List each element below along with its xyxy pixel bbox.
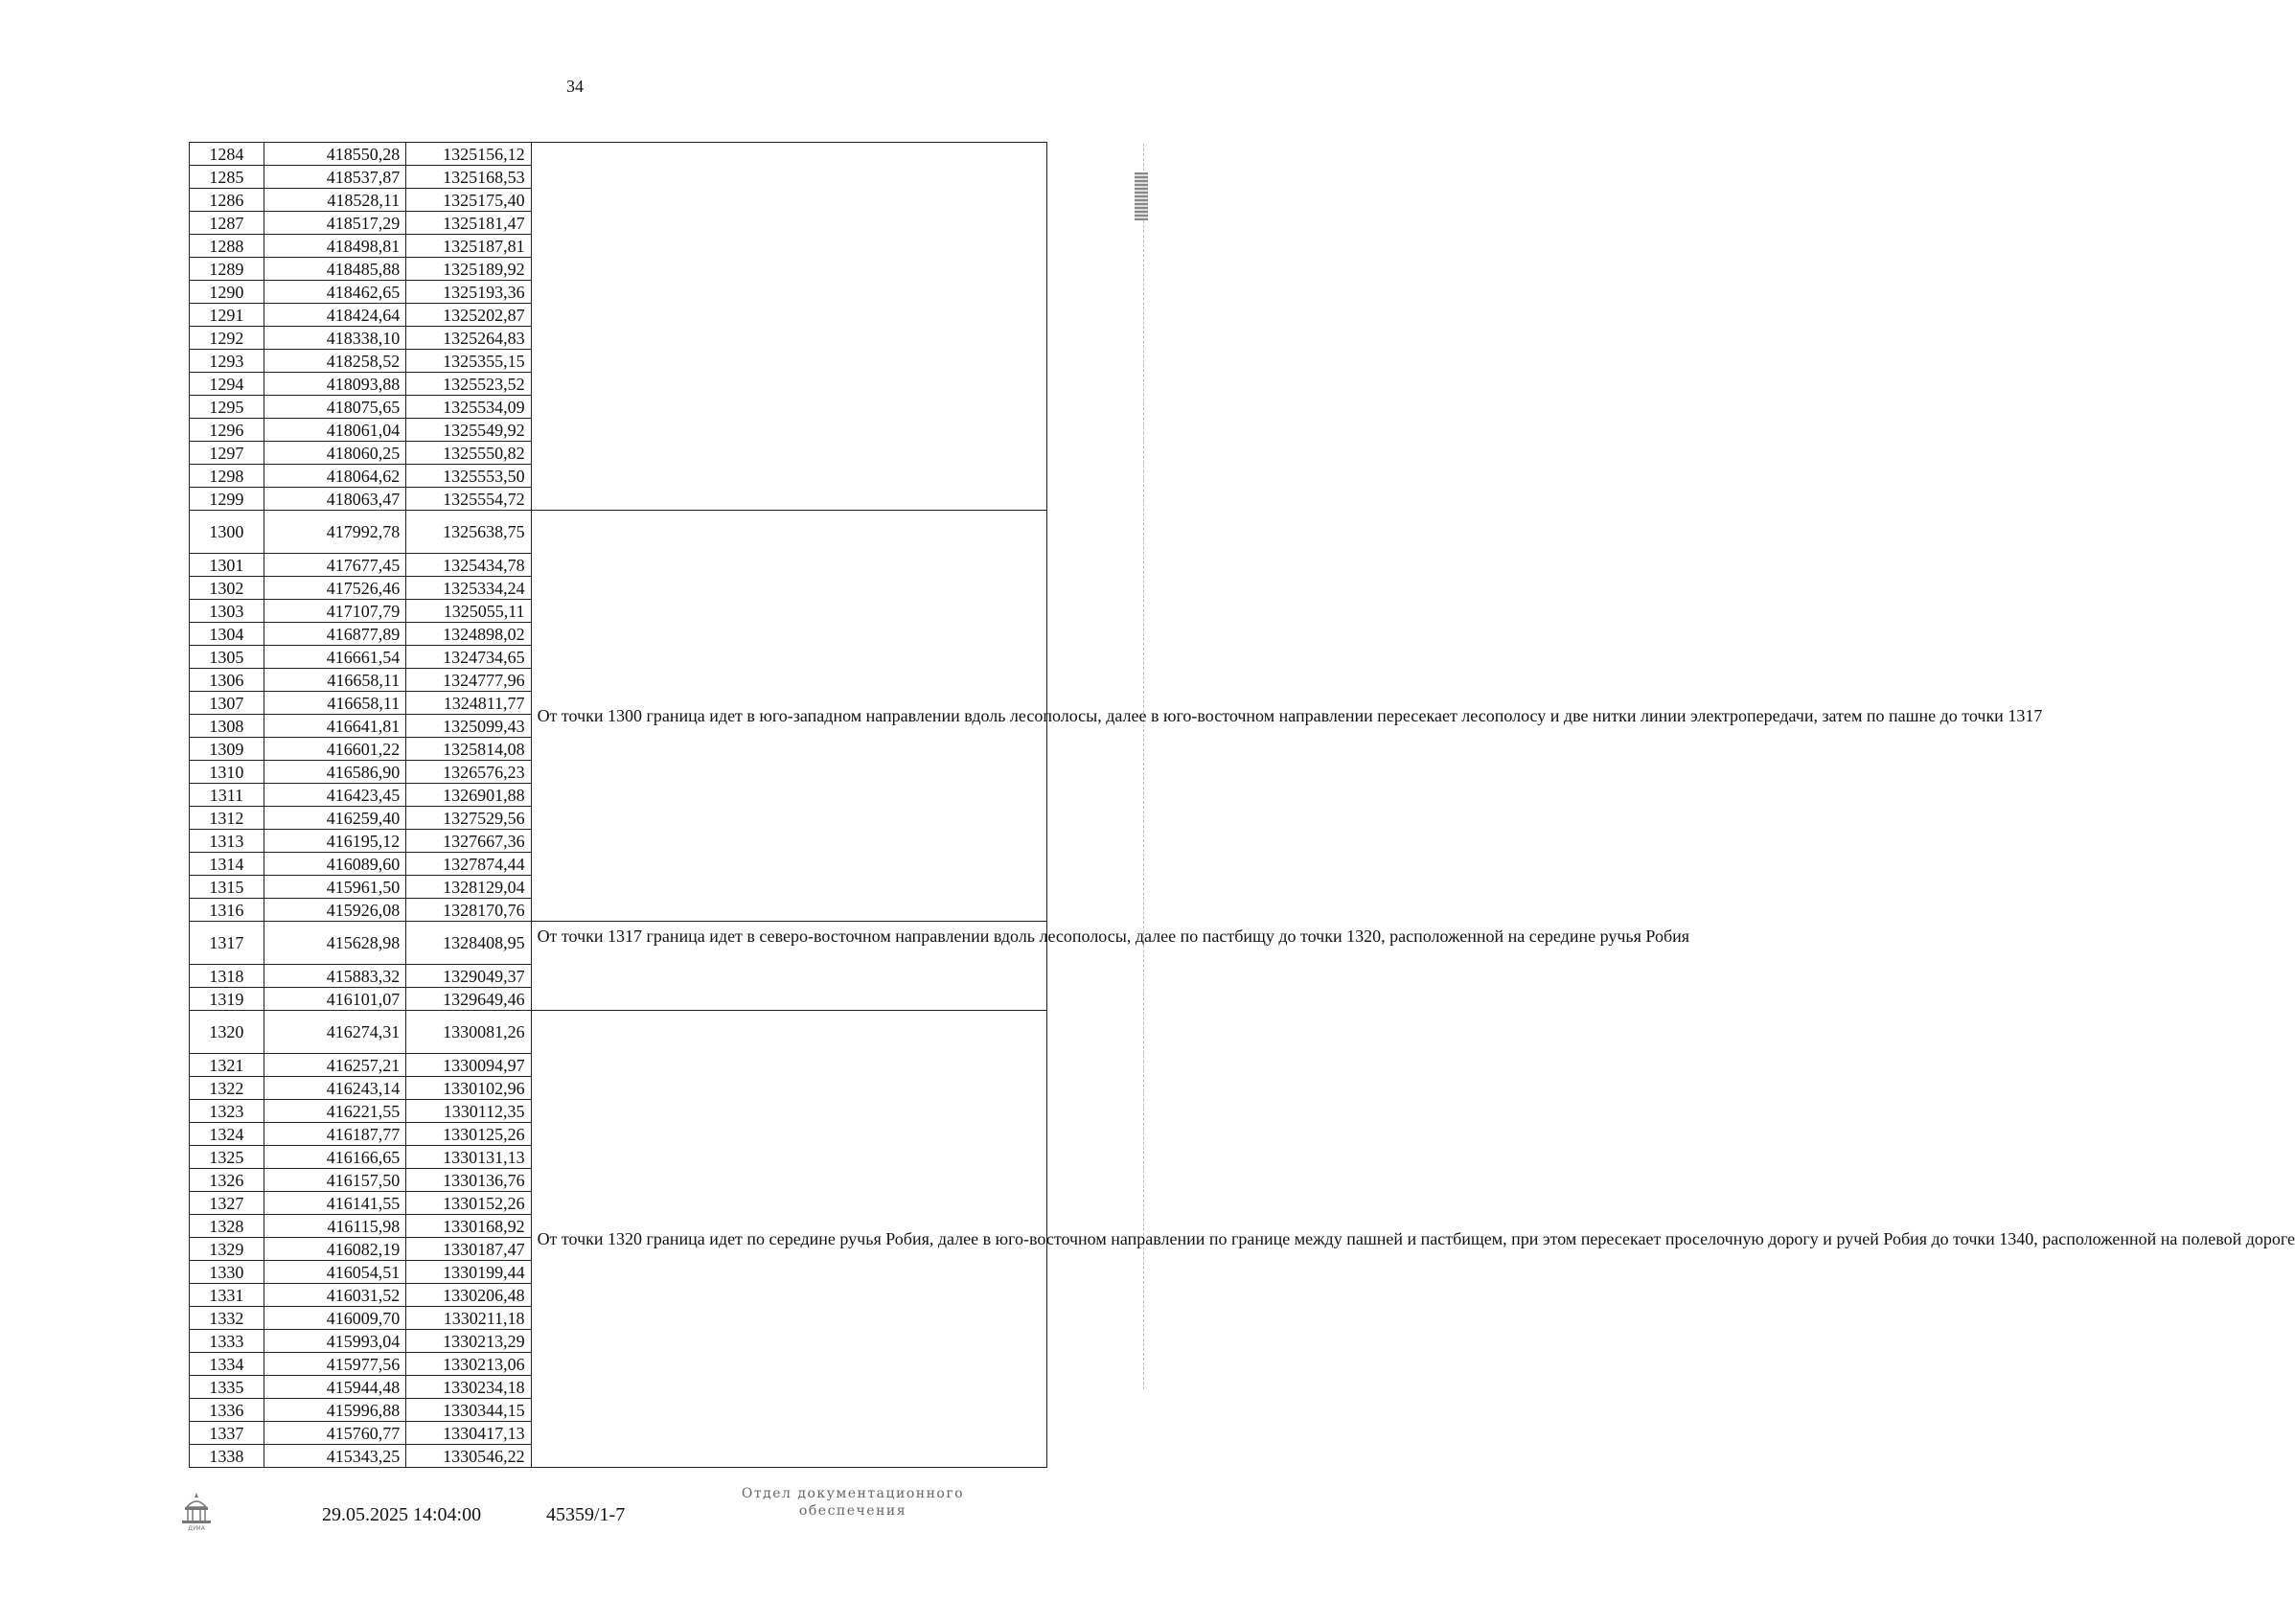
y-coordinate-cell: 1330206,48 bbox=[406, 1284, 531, 1307]
point-number-cell: 1285 bbox=[190, 166, 264, 189]
y-coordinate-cell: 1325193,36 bbox=[406, 281, 531, 304]
point-number-cell: 1320 bbox=[190, 1011, 264, 1054]
x-coordinate-cell: 415926,08 bbox=[264, 899, 405, 922]
footer-doc-number: 45359/1-7 bbox=[546, 1504, 626, 1525]
point-number-cell: 1292 bbox=[190, 327, 264, 350]
x-coordinate-cell: 416658,11 bbox=[264, 669, 405, 692]
point-number-cell: 1327 bbox=[190, 1192, 264, 1215]
y-coordinate-cell: 1327667,36 bbox=[406, 830, 531, 853]
point-number-cell: 1331 bbox=[190, 1284, 264, 1307]
x-coordinate-cell: 416877,89 bbox=[264, 623, 405, 646]
point-number-cell: 1315 bbox=[190, 876, 264, 899]
point-number-cell: 1332 bbox=[190, 1307, 264, 1330]
y-coordinate-cell: 1324898,02 bbox=[406, 623, 531, 646]
point-number-cell: 1333 bbox=[190, 1330, 264, 1353]
x-coordinate-cell: 415883,32 bbox=[264, 965, 405, 988]
y-coordinate-cell: 1325187,81 bbox=[406, 235, 531, 258]
x-coordinate-cell: 416115,98 bbox=[264, 1215, 405, 1238]
x-coordinate-cell: 416195,12 bbox=[264, 830, 405, 853]
x-coordinate-cell: 415993,04 bbox=[264, 1330, 405, 1353]
x-coordinate-cell: 416586,90 bbox=[264, 761, 405, 784]
x-coordinate-cell: 415944,48 bbox=[264, 1376, 405, 1399]
point-number-cell: 1298 bbox=[190, 465, 264, 488]
point-number-cell: 1318 bbox=[190, 965, 264, 988]
y-coordinate-cell: 1325434,78 bbox=[406, 554, 531, 577]
point-number-cell: 1336 bbox=[190, 1399, 264, 1422]
x-coordinate-cell: 418093,88 bbox=[264, 373, 405, 396]
x-coordinate-cell: 418064,62 bbox=[264, 465, 405, 488]
point-number-cell: 1308 bbox=[190, 715, 264, 738]
point-number-cell: 1294 bbox=[190, 373, 264, 396]
x-coordinate-cell: 417526,46 bbox=[264, 577, 405, 600]
y-coordinate-cell: 1325549,92 bbox=[406, 419, 531, 442]
point-number-cell: 1309 bbox=[190, 738, 264, 761]
point-number-cell: 1329 bbox=[190, 1238, 264, 1261]
x-coordinate-cell: 416243,14 bbox=[264, 1077, 405, 1100]
x-coordinate-cell: 416641,81 bbox=[264, 715, 405, 738]
y-coordinate-cell: 1325202,87 bbox=[406, 304, 531, 327]
point-number-cell: 1337 bbox=[190, 1422, 264, 1445]
y-coordinate-cell: 1330102,96 bbox=[406, 1077, 531, 1100]
y-coordinate-cell: 1325334,24 bbox=[406, 577, 531, 600]
point-number-cell: 1305 bbox=[190, 646, 264, 669]
point-number-cell: 1311 bbox=[190, 784, 264, 807]
x-coordinate-cell: 417107,79 bbox=[264, 600, 405, 623]
point-number-cell: 1325 bbox=[190, 1146, 264, 1169]
y-coordinate-cell: 1325814,08 bbox=[406, 738, 531, 761]
department-stamp bbox=[709, 1485, 997, 1520]
y-coordinate-cell: 1330094,97 bbox=[406, 1054, 531, 1077]
x-coordinate-cell: 416257,21 bbox=[264, 1054, 405, 1077]
y-coordinate-cell: 1327529,56 bbox=[406, 807, 531, 830]
y-coordinate-cell: 1325181,47 bbox=[406, 212, 531, 235]
y-coordinate-cell: 1330234,18 bbox=[406, 1376, 531, 1399]
x-coordinate-cell: 418063,47 bbox=[264, 488, 405, 511]
x-coordinate-cell: 416661,54 bbox=[264, 646, 405, 669]
x-coordinate-cell: 418338,10 bbox=[264, 327, 405, 350]
y-coordinate-cell: 1330112,35 bbox=[406, 1100, 531, 1123]
x-coordinate-cell: 416274,31 bbox=[264, 1011, 405, 1054]
x-coordinate-cell: 416187,77 bbox=[264, 1123, 405, 1146]
x-coordinate-cell: 418424,64 bbox=[264, 304, 405, 327]
x-coordinate-cell: 418550,28 bbox=[264, 143, 405, 166]
x-coordinate-cell: 418528,11 bbox=[264, 189, 405, 212]
x-coordinate-cell: 418485,88 bbox=[264, 258, 405, 281]
point-number-cell: 1330 bbox=[190, 1261, 264, 1284]
y-coordinate-cell: 1330213,06 bbox=[406, 1353, 531, 1376]
point-number-cell: 1310 bbox=[190, 761, 264, 784]
stamp-line-2: обеспечения bbox=[798, 1503, 907, 1519]
x-coordinate-cell: 418517,29 bbox=[264, 212, 405, 235]
y-coordinate-cell: 1325156,12 bbox=[406, 143, 531, 166]
point-number-cell: 1297 bbox=[190, 442, 264, 465]
point-number-cell: 1306 bbox=[190, 669, 264, 692]
point-number-cell: 1316 bbox=[190, 899, 264, 922]
point-number-cell: 1286 bbox=[190, 189, 264, 212]
logo-text: ДУМА bbox=[188, 1525, 205, 1532]
footer-date: 29.05.2025 14:04:00 bbox=[322, 1504, 482, 1525]
y-coordinate-cell: 1325638,75 bbox=[406, 511, 531, 554]
point-number-cell: 1317 bbox=[190, 922, 264, 965]
point-number-cell: 1321 bbox=[190, 1054, 264, 1077]
x-coordinate-cell: 416009,70 bbox=[264, 1307, 405, 1330]
y-coordinate-cell: 1330131,13 bbox=[406, 1146, 531, 1169]
point-number-cell: 1322 bbox=[190, 1077, 264, 1100]
x-coordinate-cell: 416101,07 bbox=[264, 988, 405, 1011]
y-coordinate-cell: 1330213,29 bbox=[406, 1330, 531, 1353]
y-coordinate-cell: 1330152,26 bbox=[406, 1192, 531, 1215]
y-coordinate-cell: 1326901,88 bbox=[406, 784, 531, 807]
y-coordinate-cell: 1330417,13 bbox=[406, 1422, 531, 1445]
table-row bbox=[190, 922, 1047, 965]
y-coordinate-cell: 1325553,50 bbox=[406, 465, 531, 488]
point-number-cell: 1284 bbox=[190, 143, 264, 166]
table-row bbox=[190, 143, 1047, 166]
x-coordinate-cell: 418258,52 bbox=[264, 350, 405, 373]
x-coordinate-cell: 415760,77 bbox=[264, 1422, 405, 1445]
x-coordinate-cell: 416221,55 bbox=[264, 1100, 405, 1123]
table-row bbox=[190, 1011, 1047, 1054]
point-number-cell: 1295 bbox=[190, 396, 264, 419]
point-number-cell: 1302 bbox=[190, 577, 264, 600]
y-coordinate-cell: 1330187,47 bbox=[406, 1238, 531, 1261]
y-coordinate-cell: 1327874,44 bbox=[406, 853, 531, 876]
x-coordinate-cell: 416423,45 bbox=[264, 784, 405, 807]
y-coordinate-cell: 1330136,76 bbox=[406, 1169, 531, 1192]
y-coordinate-cell: 1325189,92 bbox=[406, 258, 531, 281]
x-coordinate-cell: 416082,19 bbox=[264, 1238, 405, 1261]
x-coordinate-cell: 416658,11 bbox=[264, 692, 405, 715]
scan-edge-mark bbox=[1134, 144, 1144, 1389]
point-number-cell: 1300 bbox=[190, 511, 264, 554]
coordinates-table bbox=[189, 142, 2295, 1468]
point-number-cell: 1313 bbox=[190, 830, 264, 853]
x-coordinate-cell: 417677,45 bbox=[264, 554, 405, 577]
x-coordinate-cell: 418060,25 bbox=[264, 442, 405, 465]
point-number-cell: 1326 bbox=[190, 1169, 264, 1192]
point-number-cell: 1335 bbox=[190, 1376, 264, 1399]
x-coordinate-cell: 418498,81 bbox=[264, 235, 405, 258]
y-coordinate-cell: 1328408,95 bbox=[406, 922, 531, 965]
y-coordinate-cell: 1330211,18 bbox=[406, 1307, 531, 1330]
x-coordinate-cell: 416259,40 bbox=[264, 807, 405, 830]
y-coordinate-cell: 1329049,37 bbox=[406, 965, 531, 988]
x-coordinate-cell: 418462,65 bbox=[264, 281, 405, 304]
y-coordinate-cell: 1324734,65 bbox=[406, 646, 531, 669]
point-number-cell: 1289 bbox=[190, 258, 264, 281]
point-number-cell: 1287 bbox=[190, 212, 264, 235]
y-coordinate-cell: 1330344,15 bbox=[406, 1399, 531, 1422]
y-coordinate-cell: 1325168,53 bbox=[406, 166, 531, 189]
y-coordinate-cell: 1325534,09 bbox=[406, 396, 531, 419]
y-coordinate-cell: 1330125,26 bbox=[406, 1123, 531, 1146]
x-coordinate-cell: 415996,88 bbox=[264, 1399, 405, 1422]
x-coordinate-cell: 415961,50 bbox=[264, 876, 405, 899]
x-coordinate-cell: 418061,04 bbox=[264, 419, 405, 442]
y-coordinate-cell: 1324777,96 bbox=[406, 669, 531, 692]
point-number-cell: 1288 bbox=[190, 235, 264, 258]
scan-binding-mark bbox=[1135, 172, 1148, 220]
table-row bbox=[190, 511, 1047, 554]
boundary-description-cell: От точки 1300 граница идет в юго-западном направлении вдоль лесополосы, далее в юго-восточном направлении пересекает лесополосу и две нитки линии электропередачи, затем по пашне до точки 1317 bbox=[531, 511, 1046, 922]
point-number-cell: 1293 bbox=[190, 350, 264, 373]
point-number-cell: 1338 bbox=[190, 1445, 264, 1468]
y-coordinate-cell: 1328129,04 bbox=[406, 876, 531, 899]
x-coordinate-cell: 415628,98 bbox=[264, 922, 405, 965]
x-coordinate-cell: 416141,55 bbox=[264, 1192, 405, 1215]
point-number-cell: 1291 bbox=[190, 304, 264, 327]
point-number-cell: 1301 bbox=[190, 554, 264, 577]
point-number-cell: 1328 bbox=[190, 1215, 264, 1238]
point-number-cell: 1334 bbox=[190, 1353, 264, 1376]
boundary-description-cell bbox=[531, 143, 1046, 511]
point-number-cell: 1304 bbox=[190, 623, 264, 646]
x-coordinate-cell: 418537,87 bbox=[264, 166, 405, 189]
x-coordinate-cell: 416166,65 bbox=[264, 1146, 405, 1169]
point-number-cell: 1303 bbox=[190, 600, 264, 623]
point-number-cell: 1307 bbox=[190, 692, 264, 715]
page-number: 34 bbox=[566, 77, 584, 96]
x-coordinate-cell: 416089,60 bbox=[264, 853, 405, 876]
y-coordinate-cell: 1330199,44 bbox=[406, 1261, 531, 1284]
point-number-cell: 1296 bbox=[190, 419, 264, 442]
y-coordinate-cell: 1325055,11 bbox=[406, 600, 531, 623]
y-coordinate-cell: 1330081,26 bbox=[406, 1011, 531, 1054]
x-coordinate-cell: 415343,25 bbox=[264, 1445, 405, 1468]
y-coordinate-cell: 1325523,52 bbox=[406, 373, 531, 396]
x-coordinate-cell: 415977,56 bbox=[264, 1353, 405, 1376]
x-coordinate-cell: 418075,65 bbox=[264, 396, 405, 419]
point-number-cell: 1299 bbox=[190, 488, 264, 511]
y-coordinate-cell: 1325550,82 bbox=[406, 442, 531, 465]
x-coordinate-cell: 416601,22 bbox=[264, 738, 405, 761]
point-number-cell: 1290 bbox=[190, 281, 264, 304]
point-number-cell: 1314 bbox=[190, 853, 264, 876]
x-coordinate-cell: 416157,50 bbox=[264, 1169, 405, 1192]
y-coordinate-cell: 1325554,72 bbox=[406, 488, 531, 511]
boundary-description-cell: От точки 1320 граница идет по середине ручья Робия, далее в юго-восточном направлении по границе между пашней и пастбищем, при этом пересекает проселочную дорогу и ручей Робия до точки 1340, расположенной на полевой дороге bbox=[531, 1011, 1046, 1468]
x-coordinate-cell: 416054,51 bbox=[264, 1261, 405, 1284]
y-coordinate-cell: 1325099,43 bbox=[406, 715, 531, 738]
y-coordinate-cell: 1324811,77 bbox=[406, 692, 531, 715]
y-coordinate-cell: 1325355,15 bbox=[406, 350, 531, 373]
y-coordinate-cell: 1330546,22 bbox=[406, 1445, 531, 1468]
point-number-cell: 1319 bbox=[190, 988, 264, 1011]
y-coordinate-cell: 1325264,83 bbox=[406, 327, 531, 350]
point-number-cell: 1312 bbox=[190, 807, 264, 830]
y-coordinate-cell: 1326576,23 bbox=[406, 761, 531, 784]
point-number-cell: 1324 bbox=[190, 1123, 264, 1146]
y-coordinate-cell: 1325175,40 bbox=[406, 189, 531, 212]
x-coordinate-cell: 416031,52 bbox=[264, 1284, 405, 1307]
y-coordinate-cell: 1328170,76 bbox=[406, 899, 531, 922]
x-coordinate-cell: 417992,78 bbox=[264, 511, 405, 554]
point-number-cell: 1323 bbox=[190, 1100, 264, 1123]
duma-logo-icon bbox=[177, 1490, 216, 1532]
y-coordinate-cell: 1330168,92 bbox=[406, 1215, 531, 1238]
y-coordinate-cell: 1329649,46 bbox=[406, 988, 531, 1011]
boundary-description-cell: От точки 1317 граница идет в северо-восточном направлении вдоль лесополосы, далее по пастбищу до точки 1320, расположенной на середине ручья Робия bbox=[531, 922, 1046, 1011]
stamp-line-1: Отдел документационного bbox=[741, 1486, 965, 1501]
